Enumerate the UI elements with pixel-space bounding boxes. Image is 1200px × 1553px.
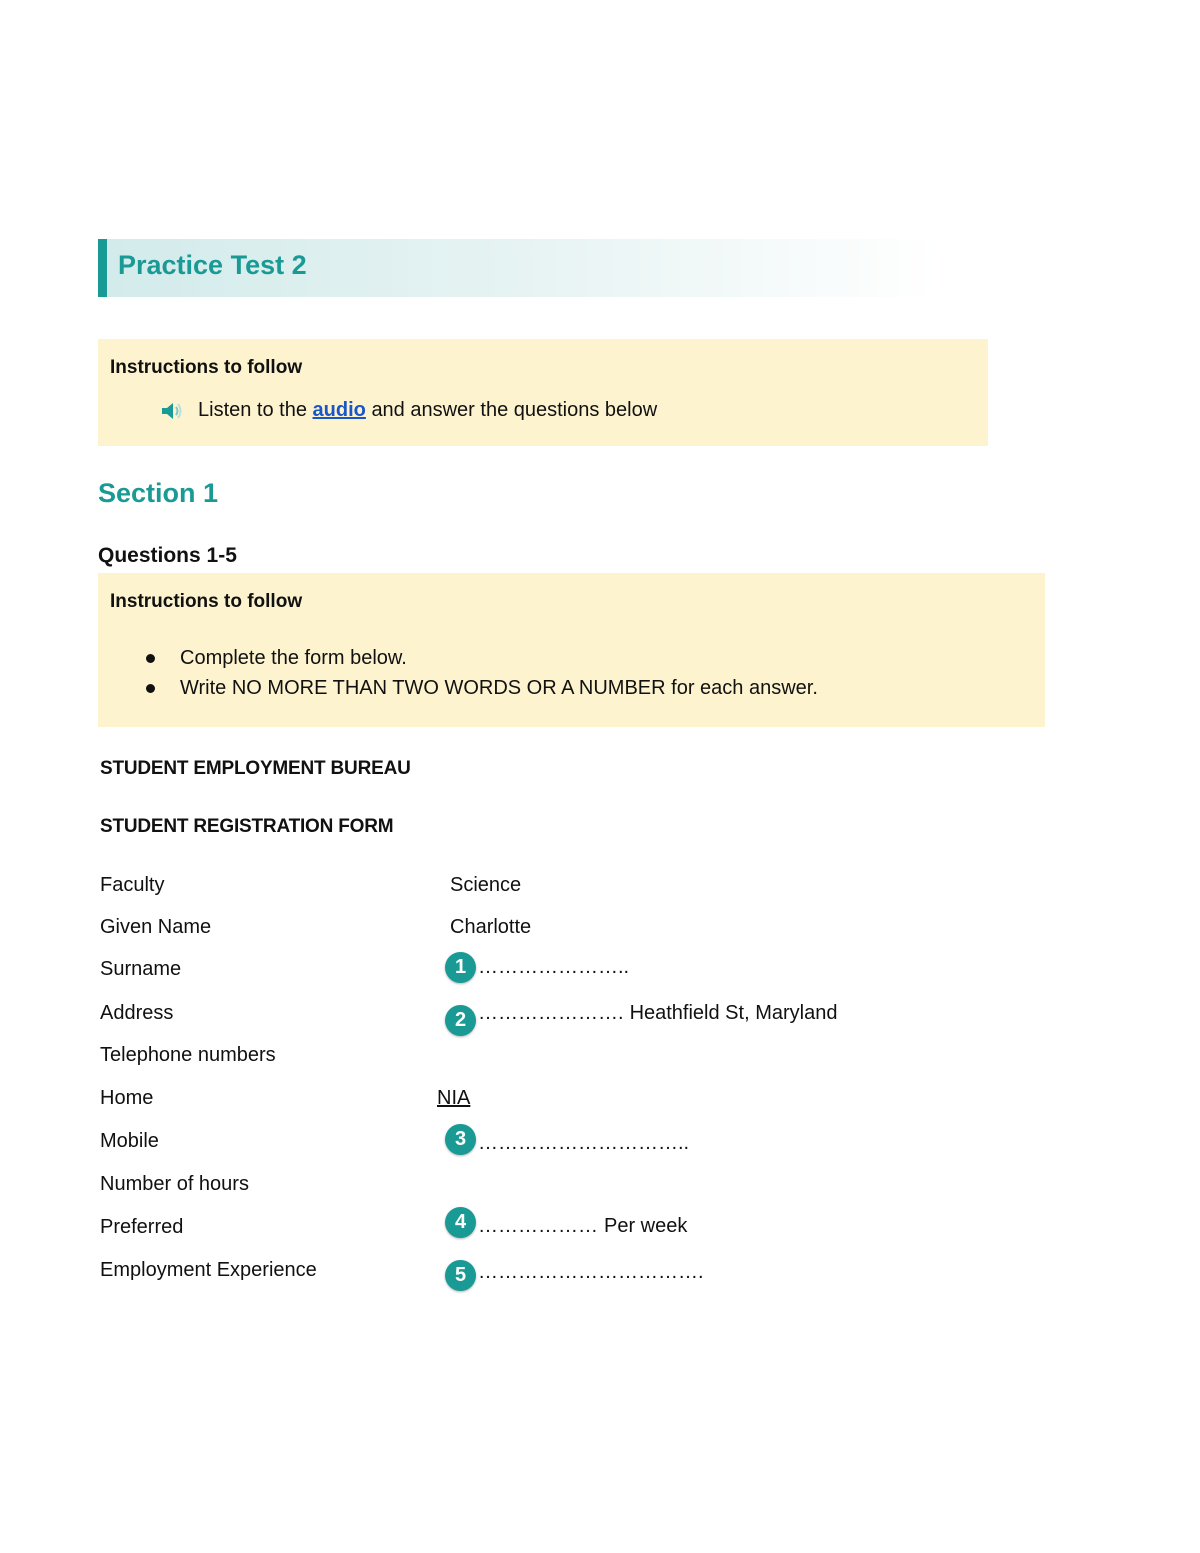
section-title: Section 1	[98, 478, 219, 508]
form-label-telephone: Telephone numbers	[100, 1044, 276, 1066]
form-label-home: Home	[100, 1087, 154, 1109]
form-heading: STUDENT REGISTRATION FORM	[100, 816, 394, 837]
question-number-badge: 5	[445, 1260, 476, 1291]
form-value-faculty: Science	[450, 874, 522, 896]
questions-title: Questions 1-5	[98, 544, 237, 567]
answer-dots: …………………………..	[478, 1131, 690, 1154]
form-label-surname: Surname	[100, 958, 182, 980]
question-number-badge: 4	[445, 1207, 476, 1238]
form-instructions-heading: Instructions to follow	[110, 591, 303, 612]
form-instructions-box	[98, 573, 1045, 727]
title-banner	[98, 239, 940, 297]
form-label-address: Address	[100, 1002, 174, 1024]
answer-blank-3[interactable]	[445, 1123, 689, 1155]
answer-dots: ………………	[478, 1214, 598, 1237]
bureau-heading: STUDENT EMPLOYMENT BUREAU	[100, 758, 411, 779]
form-label-faculty: Faculty	[100, 874, 165, 896]
answer-blank-1[interactable]	[445, 951, 629, 983]
listen-instruction	[160, 399, 657, 422]
answer-dots: ………………….	[478, 1001, 624, 1024]
answer-blank-2[interactable]	[445, 1001, 838, 1036]
form-value-home: NIA	[437, 1087, 471, 1109]
listen-text-before: Listen to the	[198, 399, 307, 421]
listen-text-after: and answer the questions below	[371, 399, 658, 421]
question-number-badge: 1	[445, 952, 476, 983]
answer-suffix: Heathfield St, Maryland	[629, 1001, 838, 1024]
answer-dots: …………………………….	[478, 1260, 704, 1283]
audio-link[interactable]: audio	[312, 399, 366, 421]
intro-instructions-heading: Instructions to follow	[110, 357, 303, 378]
answer-suffix: Per week	[604, 1214, 688, 1237]
question-number-badge: 2	[445, 1005, 476, 1036]
intro-instructions-box	[98, 339, 988, 446]
form-label-preferred: Preferred	[100, 1216, 184, 1238]
question-number-badge: 3	[445, 1124, 476, 1155]
form-value-given-name: Charlotte	[450, 916, 532, 938]
answer-blank-5[interactable]	[445, 1259, 704, 1291]
form-label-given-name: Given Name	[100, 916, 212, 938]
answer-dots: …………………..	[478, 955, 630, 978]
instruction-item: Write NO MORE THAN TWO WORDS OR A NUMBER for each answer.	[136, 673, 818, 703]
form-label-employment-experience: Employment Experience	[100, 1259, 317, 1281]
instructions-list	[136, 643, 818, 703]
page-title: Practice Test 2	[118, 250, 307, 280]
speaker-icon	[160, 401, 182, 421]
form-label-mobile: Mobile	[100, 1130, 159, 1152]
answer-blank-4[interactable]	[445, 1206, 687, 1238]
instruction-item: Complete the form below.	[136, 643, 818, 673]
form-label-number-of-hours: Number of hours	[100, 1173, 249, 1195]
